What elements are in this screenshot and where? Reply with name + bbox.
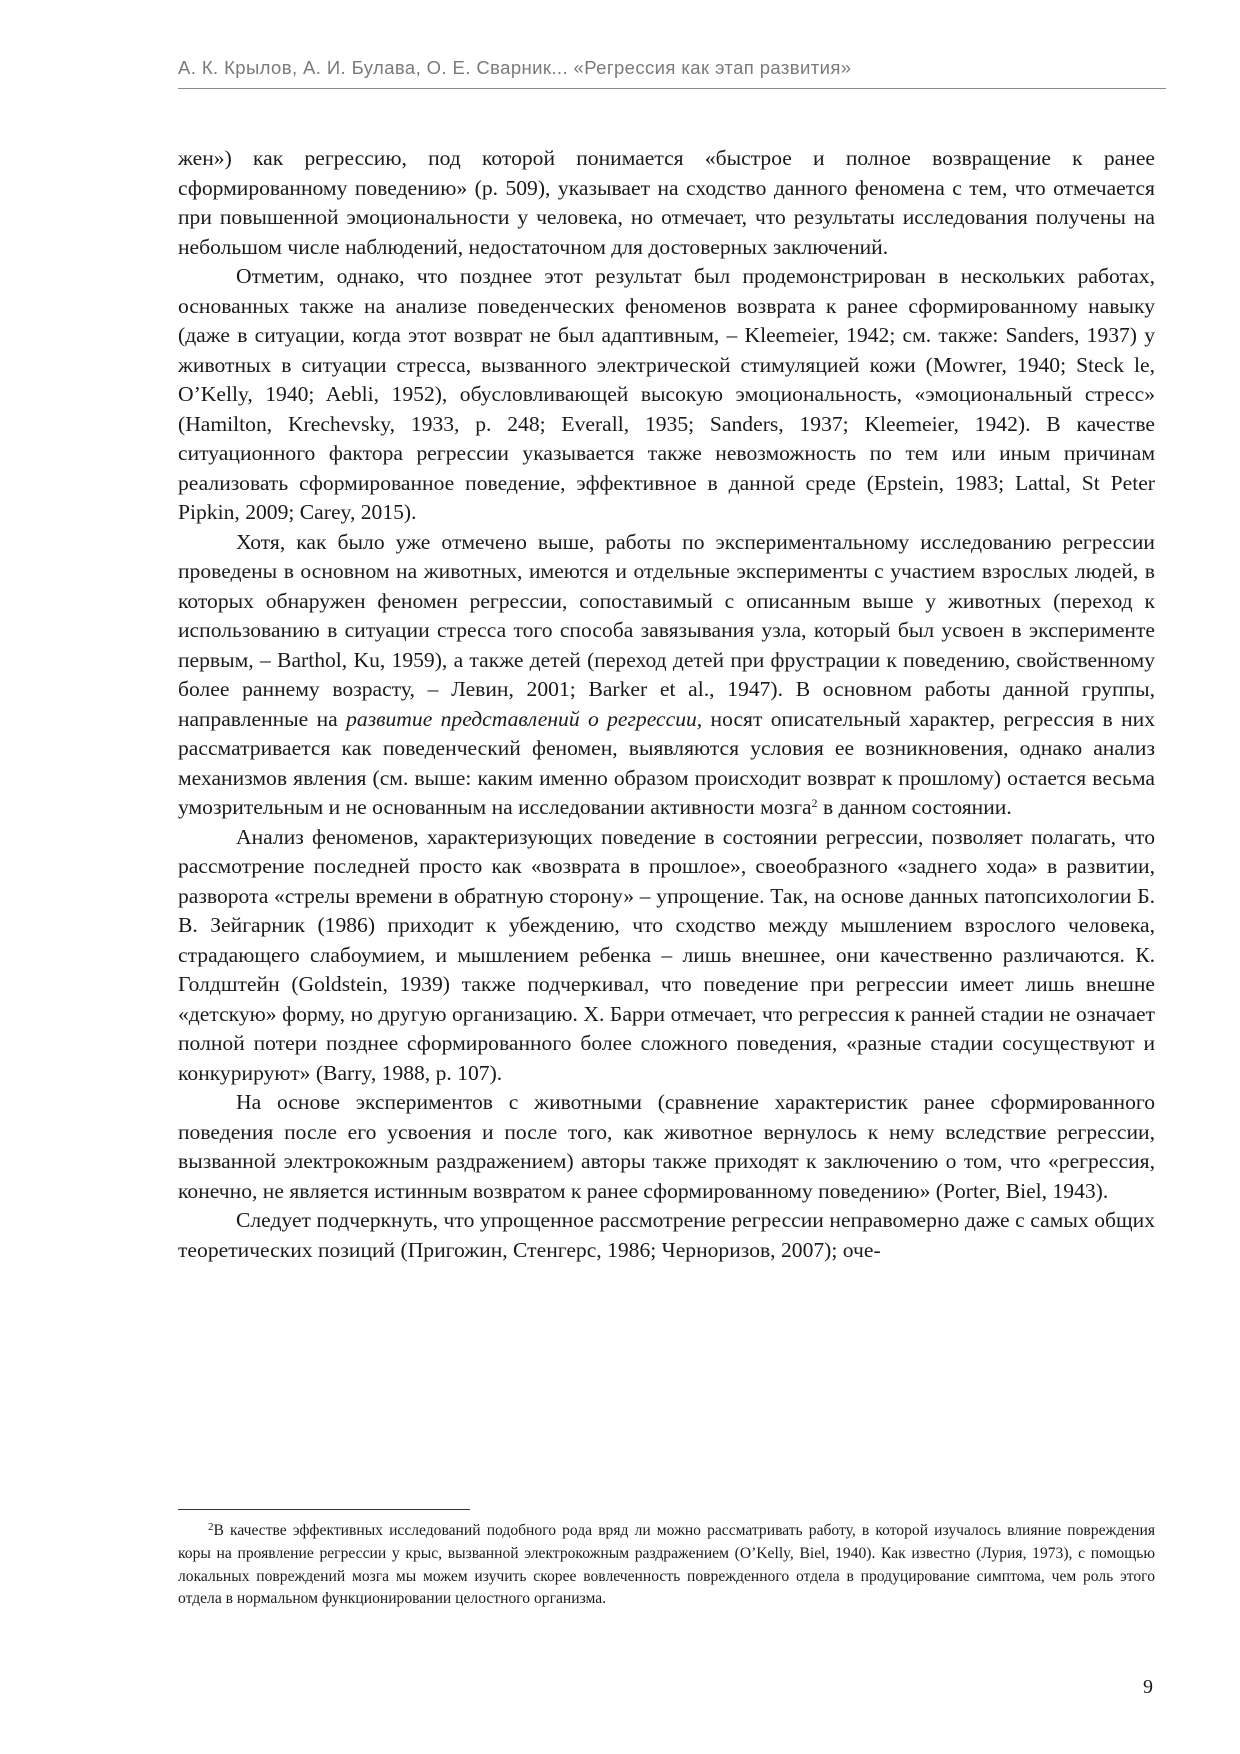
italic-phrase: развитие представлений о регрессии, bbox=[346, 706, 703, 731]
footnote-marker: 2 bbox=[208, 1521, 214, 1533]
footnote-rule bbox=[178, 1509, 470, 1510]
paragraph: Отметим, однако, что позднее этот результат был продемонстрирован в нескольких работах, основанных также на анализе поведенческих феноменов возврата к ранее сформированному навыку (даже в ситуации, когда этот возврат не был адаптивным, – Kleemeier, 1942; см. также: Sanders, 1937) у животных в ситуации стресса, вызванного электрической стимуляцией кожи (Mowrer, 1940; Steck le, O’Kelly, 1940; Aebli, 1952), обусловливающей высокую эмоциональность, «эмоциональный стресс» (Hamilton, Krechevsky, 1933, p. 248; Everall, 1935; Sanders, 1937; Kleemeier, 1942). В качестве ситуационного фактора регрессии указывается также невозможность по тем или иным причинам реализовать сформированное поведение, эффективное в данной среде (Epstein, 1983; Lattal, St Peter Pipkin, 2009; Carey, 2015). bbox=[178, 264, 1155, 524]
paragraph: На основе экспериментов с животными (сравнение характеристик ранее сформированного поведения после его усвоения и после того, как животное вернулось к нему вследствие регрессии, вызванной электрокожным раздражением) авторы также приходят к заключению о том, что «регрессия, конечно, не является истинным возвратом к ранее сформированному поведению» (Porter, Biel, 1943). bbox=[178, 1090, 1155, 1203]
body-text bbox=[178, 144, 1155, 1265]
page-number: 9 bbox=[1143, 1676, 1153, 1698]
paragraph-text: носят описательный характер, регрессия в них рассматривается как поведенческий феномен, выявляются условия ее возникновения, однако анализ механизмов явления (см. выше: каким именно образом происходит возврат к прошлому) остается весьма умозрительным и не основанным на исследовании активности мозга bbox=[178, 706, 1155, 819]
paragraph-text: Хотя, как было уже отмечено выше, работы по экспериментальному исследованию регрессии проведены в основном на животных, имеются и отдельные эксперименты с участием взрослых людей, в которых обнаружен феномен регрессии, сопоставимый с описанным выше у животных (переход к использованию в ситуации стресса того способа завязывания узла, который был усвоен в эксперименте первым, – Barthol, Ku, 1959), а также детей (переход детей при фрустрации к поведению, свойственному более раннему возрасту, – Левин, 2001; Barker et al., 1947). В основном работы данной группы, направленные на bbox=[178, 529, 1155, 731]
header-rule bbox=[178, 88, 1166, 89]
paragraph: Следует подчеркнуть, что упрощенное рассмотрение регрессии неправомерно даже с самых общих теоретических позиций (Пригожин, Стенгерс, 1986; Черноризов, 2007); оче- bbox=[178, 1208, 1155, 1262]
footnote-text: В качестве эффективных исследований подобного рода вряд ли можно рассматривать работу, в которой изучалось влияние повреждения коры на проявление регрессии у крыс, вызванной электрокожным раздражением (O’Kelly, Biel, 1940). Как известно (Лурия, 1973), с помощью локальных повреждений мозга мы можем изучить скорее вовлеченность поврежденного отдела в продуцирование симптома, чем роль этого отдела в нормальном функционировании целостного организма. bbox=[178, 1522, 1155, 1608]
running-header: А. К. Крылов, А. И. Булава, О. Е. Сварник... «Регрессия как этап развития» bbox=[178, 57, 852, 78]
footnote bbox=[178, 1520, 1155, 1611]
paragraph-continued: жен») как регрессию, под которой понимается «быстрое и полное возвращение к ранее сформированному поведению» (p. 509), указывает на сходство данного феномена с тем, что отмечается при повышенной эмоциональности у человека, но отмечает, что результаты исследования получены на небольшом числе наблюдений, недостаточном для достоверных заключений. bbox=[178, 146, 1155, 259]
paragraph: Анализ феноменов, характеризующих поведение в состоянии регрессии, позволяет полагать, что рассмотрение последней просто как «возврата в прошлое», своеобразного «заднего хода» в развитии, разворота «стрелы времени в обратную сторону» – упрощение. Так, на основе данных патопсихологии Б. В. Зейгарник (1986) приходит к убеждению, что сходство между мышлением взрослого человека, страдающего слабоумием, и мышлением ребенка – лишь внешнее, они качественно различаются. К. Голдштейн (Goldstein, 1939) также подчеркивал, что поведение при регрессии имеет лишь внешне «детскую» форму, но другую организацию. Х. Барри отмечает, что регрессия к ранней стадии не означает полной потери позднее сформированного более сложного поведения, «разные стадии сосуществуют и конкурируют» (Barry, 1988, p. 107). bbox=[178, 824, 1155, 1085]
footnote-reference[interactable]: 2 bbox=[811, 796, 818, 810]
paragraph-text: в данном состоянии. bbox=[817, 795, 1012, 819]
paragraph-with-footnote bbox=[178, 528, 1155, 823]
